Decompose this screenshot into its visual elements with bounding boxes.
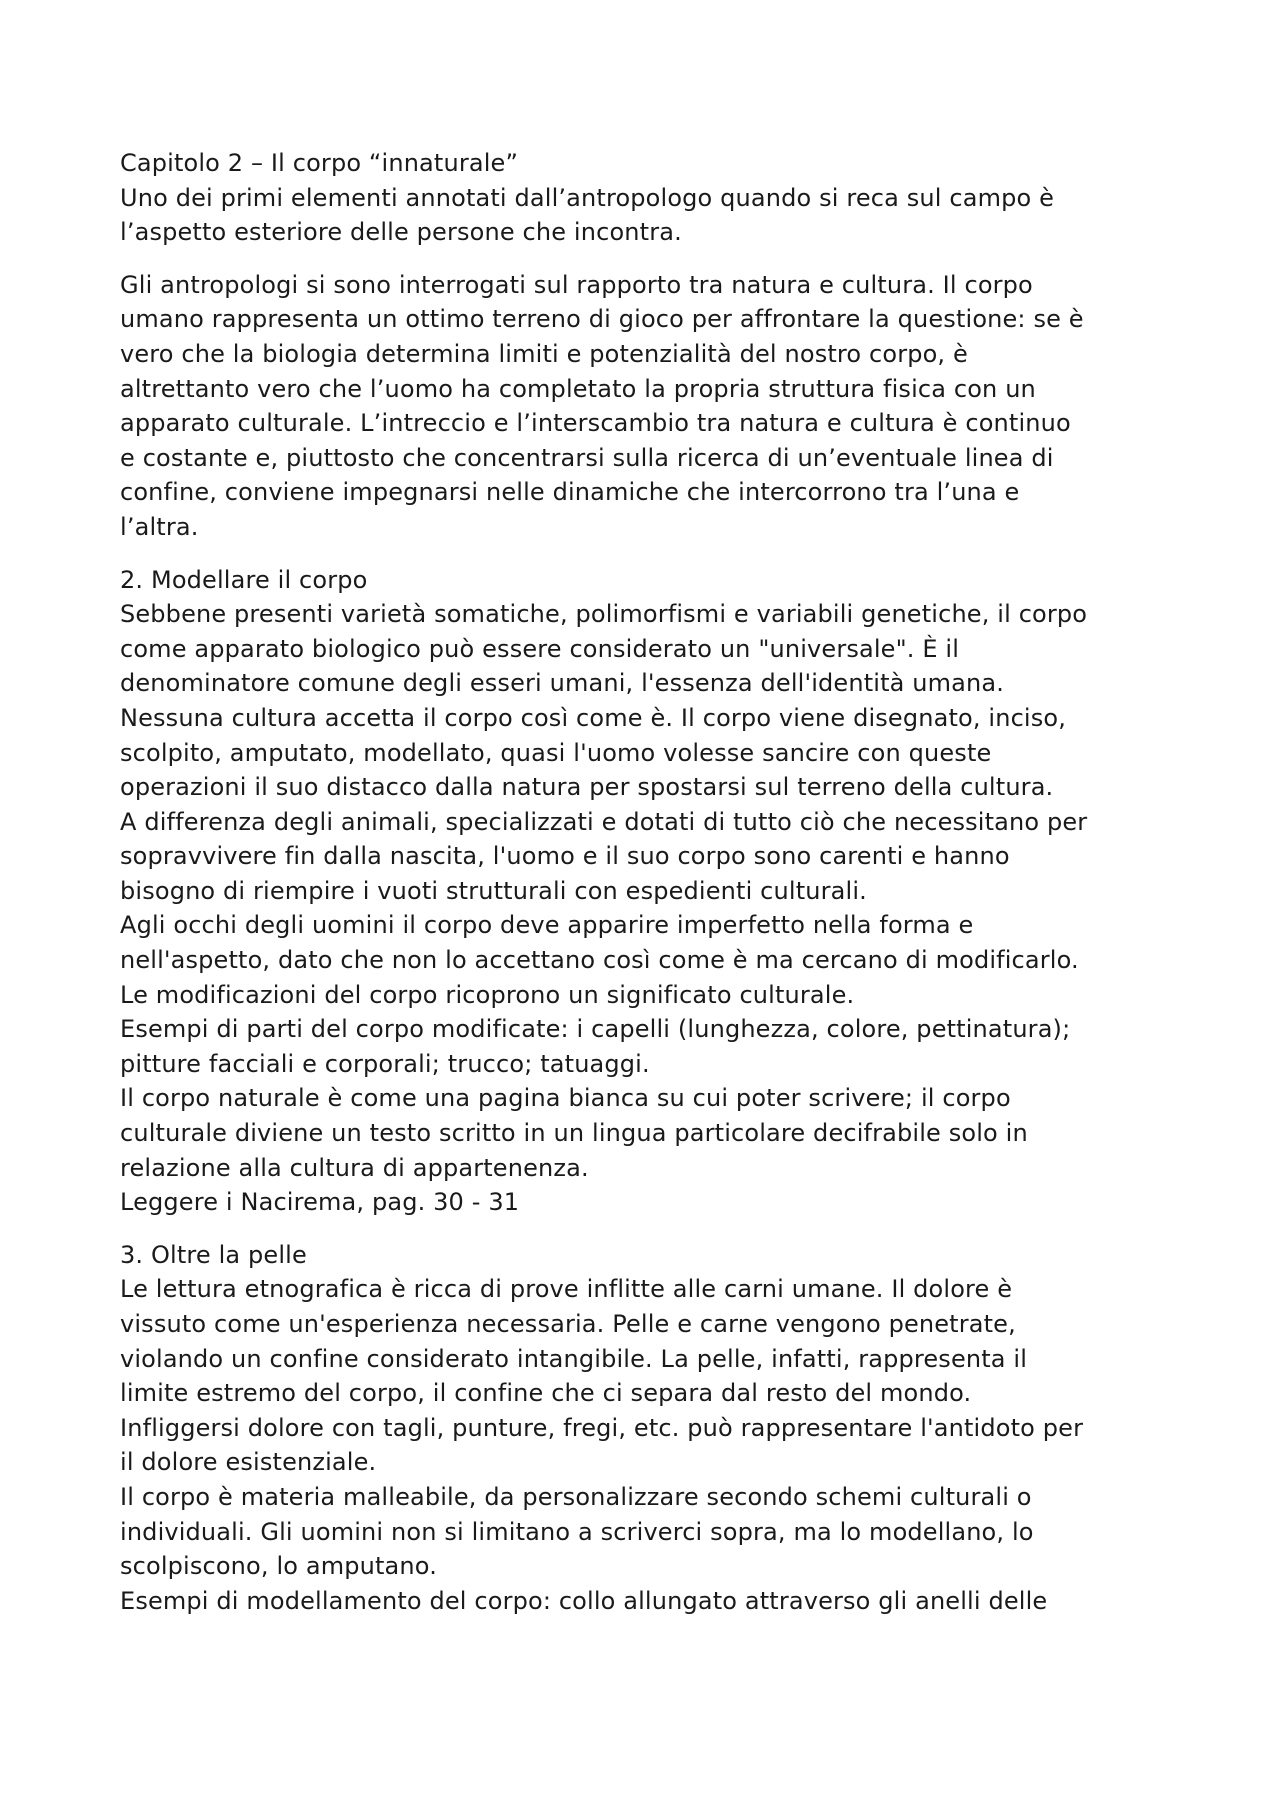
text-line: Leggere i Nacirema, pag. 30 - 31 — [120, 1188, 520, 1217]
text-line: l’altra. — [120, 512, 199, 541]
text-line: nell'aspetto, dato che non lo accettano così come è ma cercano di modificarlo. — [120, 946, 1079, 975]
nature-culture-paragraph — [120, 268, 1180, 545]
section-heading: 3. Oltre la pelle — [120, 1240, 307, 1269]
text-line: operazioni il suo distacco dalla natura per spostarsi sul terreno della cultura. — [120, 773, 1054, 802]
text-line: Gli antropologi si sono interrogati sul rapporto tra natura e cultura. Il corpo — [120, 270, 1033, 299]
text-line: individuali. Gli uomini non si limitano a scriverci sopra, ma lo modellano, lo — [120, 1517, 1034, 1546]
text-line: umano rappresenta un ottimo terreno di gioco per affrontare la questione: se è — [120, 305, 1084, 334]
text-line: vero che la biologia determina limiti e potenzialità del nostro corpo, è — [120, 339, 968, 368]
text-line: denominatore comune degli esseri umani, l'essenza dell'identità umana. — [120, 669, 1005, 698]
text-line: confine, conviene impegnarsi nelle dinamiche che intercorrono tra l’una e — [120, 478, 1020, 507]
text-line: limite estremo del corpo, il confine che ci separa dal resto del mondo. — [120, 1379, 972, 1408]
section-modellare-il-corpo — [120, 563, 1180, 1220]
text-line: altrettanto vero che l’uomo ha completato la propria struttura fisica con un — [120, 374, 1036, 403]
text-line: e costante e, piuttosto che concentrarsi sulla ricerca di un’eventuale linea di — [120, 443, 1054, 472]
text-line: Esempi di modellamento del corpo: collo allungato attraverso gli anelli delle — [120, 1586, 1048, 1615]
text-line: il dolore esistenziale. — [120, 1448, 377, 1477]
section-oltre-la-pelle — [120, 1238, 1180, 1619]
text-line: Le modificazioni del corpo ricoprono un significato culturale. — [120, 980, 855, 1009]
section-heading: 2. Modellare il corpo — [120, 565, 368, 594]
text-line: sopravvivere fin dalla nascita, l'uomo e il suo corpo sono carenti e hanno — [120, 842, 1010, 871]
text-line: scolpiscono, lo amputano. — [120, 1552, 437, 1581]
text-line: Infliggersi dolore con tagli, punture, fregi, etc. può rappresentare l'antidoto per — [120, 1413, 1084, 1442]
text-line: come apparato biologico può essere considerato un "universale". È il — [120, 634, 960, 663]
text-line: apparato culturale. L’intreccio e l’interscambio tra natura e cultura è continuo — [120, 409, 1071, 438]
document-page — [120, 146, 1180, 1636]
text-line: relazione alla cultura di appartenenza. — [120, 1153, 589, 1182]
text-line: Nessuna cultura accetta il corpo così come è. Il corpo viene disegnato, inciso, — [120, 703, 1067, 732]
text-line: Il corpo naturale è come una pagina bianca su cui poter scrivere; il corpo — [120, 1084, 1011, 1113]
text-line: violando un confine considerato intangibile. La pelle, infatti, rappresenta il — [120, 1344, 1028, 1373]
text-line: Le lettura etnografica è ricca di prove inflitte alle carni umane. Il dolore è — [120, 1275, 1013, 1304]
text-line: Esempi di parti del corpo modificate: i capelli (lunghezza, colore, pettinatura); — [120, 1015, 1071, 1044]
text-line: culturale diviene un testo scritto in un lingua particolare decifrabile solo in — [120, 1119, 1028, 1148]
text-line: scolpito, amputato, modellato, quasi l'uomo volesse sancire con queste — [120, 738, 992, 767]
chapter-title: Capitolo 2 – Il corpo “innaturale” — [120, 149, 519, 177]
text-line: vissuto come un'esperienza necessaria. Pelle e carne vengono penetrate, — [120, 1310, 1016, 1338]
text-line: Sebbene presenti varietà somatiche, polimorfismi e variabili genetiche, il corpo — [120, 600, 1088, 629]
text-line: bisogno di riempire i vuoti strutturali con espedienti culturali. — [120, 876, 867, 905]
text-line: pitture facciali e corporali; trucco; tatuaggi. — [120, 1049, 650, 1078]
text-line: Il corpo è materia malleabile, da personalizzare secondo schemi culturali o — [120, 1482, 1032, 1511]
text-line: Uno dei primi elementi annotati dall’antropologo quando si reca sul campo è — [120, 183, 1055, 212]
text-line: l’aspetto esteriore delle persone che incontra. — [120, 218, 682, 247]
intro-paragraph — [120, 181, 1180, 250]
text-line: Agli occhi degli uomini il corpo deve apparire imperfetto nella forma e — [120, 911, 974, 940]
text-line: A differenza degli animali, specializzati e dotati di tutto ciò che necessitano per — [120, 807, 1088, 836]
